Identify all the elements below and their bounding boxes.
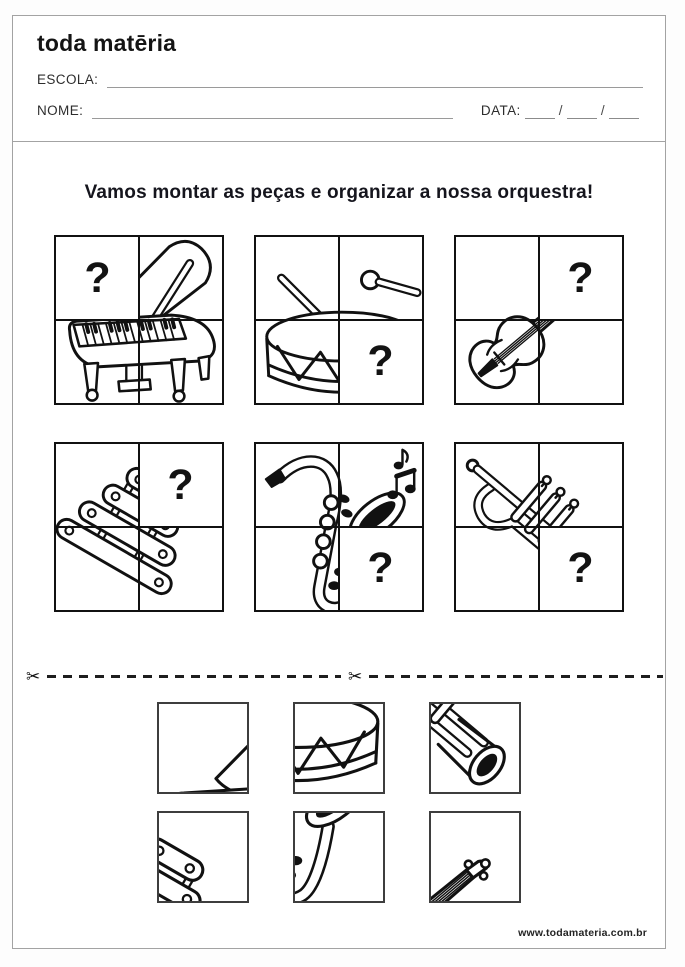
puzzle-trumpet xyxy=(454,442,624,612)
piece-xylophone xyxy=(157,811,249,903)
puzzle-grid xyxy=(54,235,624,612)
date-group xyxy=(481,103,643,119)
footer-url: www.todamateria.com.br xyxy=(518,927,647,939)
date-separator: / xyxy=(600,103,605,118)
cutout-pieces-grid xyxy=(13,702,665,903)
puzzle-divider-vertical xyxy=(538,237,541,403)
missing-piece-question-mark: ? xyxy=(539,527,622,610)
date-separator: / xyxy=(558,103,563,118)
violin-piece-illustration xyxy=(431,813,519,901)
school-write-line xyxy=(107,74,643,88)
puzzle-drum xyxy=(254,235,424,405)
missing-piece-question-mark: ? xyxy=(339,527,422,610)
cut-dash-segment xyxy=(369,675,663,677)
scissors-icon: ✂ xyxy=(348,667,363,686)
saxophone-piece-illustration xyxy=(295,813,383,901)
cut-line xyxy=(26,668,663,685)
puzzle-piano xyxy=(54,235,224,405)
date-month-line xyxy=(567,105,597,119)
date-day-line xyxy=(525,105,555,119)
name-label: NOME: xyxy=(37,103,84,118)
activity-box xyxy=(12,141,666,949)
puzzle-divider-vertical xyxy=(538,444,541,610)
piece-trumpet xyxy=(429,702,521,794)
missing-piece-question-mark: ? xyxy=(539,237,622,320)
school-row xyxy=(37,72,643,88)
header-box xyxy=(12,15,666,142)
trumpet-piece-illustration xyxy=(431,704,519,792)
date-label: DATA: xyxy=(480,103,521,118)
date-year-line xyxy=(609,105,639,119)
puzzle-divider-vertical xyxy=(138,444,141,610)
piece-drum xyxy=(293,702,385,794)
puzzle-saxophone xyxy=(254,442,424,612)
name-write-line xyxy=(92,105,453,119)
school-label: ESCOLA: xyxy=(37,72,99,87)
piece-piano xyxy=(157,702,249,794)
missing-piece-question-mark: ? xyxy=(139,444,222,527)
scissors-icon: ✂ xyxy=(26,667,41,686)
missing-piece-question-mark: ? xyxy=(56,237,139,320)
piece-saxophone xyxy=(293,811,385,903)
xylophone-piece-illustration xyxy=(159,813,247,901)
piece-violin xyxy=(429,811,521,903)
puzzle-divider-vertical xyxy=(138,237,141,403)
drum-piece-illustration xyxy=(295,704,383,792)
missing-piece-question-mark: ? xyxy=(339,320,422,403)
name-row xyxy=(37,103,643,119)
puzzle-divider-vertical xyxy=(338,444,341,610)
puzzle-violin xyxy=(454,235,624,405)
cut-dash-segment xyxy=(47,675,341,677)
worksheet-title: Vamos montar as peças e organizar a nossa orquestra! xyxy=(84,182,594,203)
puzzle-xylophone xyxy=(54,442,224,612)
brand-logo: toda matēria xyxy=(37,30,177,56)
piano-piece-illustration xyxy=(159,704,247,792)
puzzle-divider-vertical xyxy=(338,237,341,403)
